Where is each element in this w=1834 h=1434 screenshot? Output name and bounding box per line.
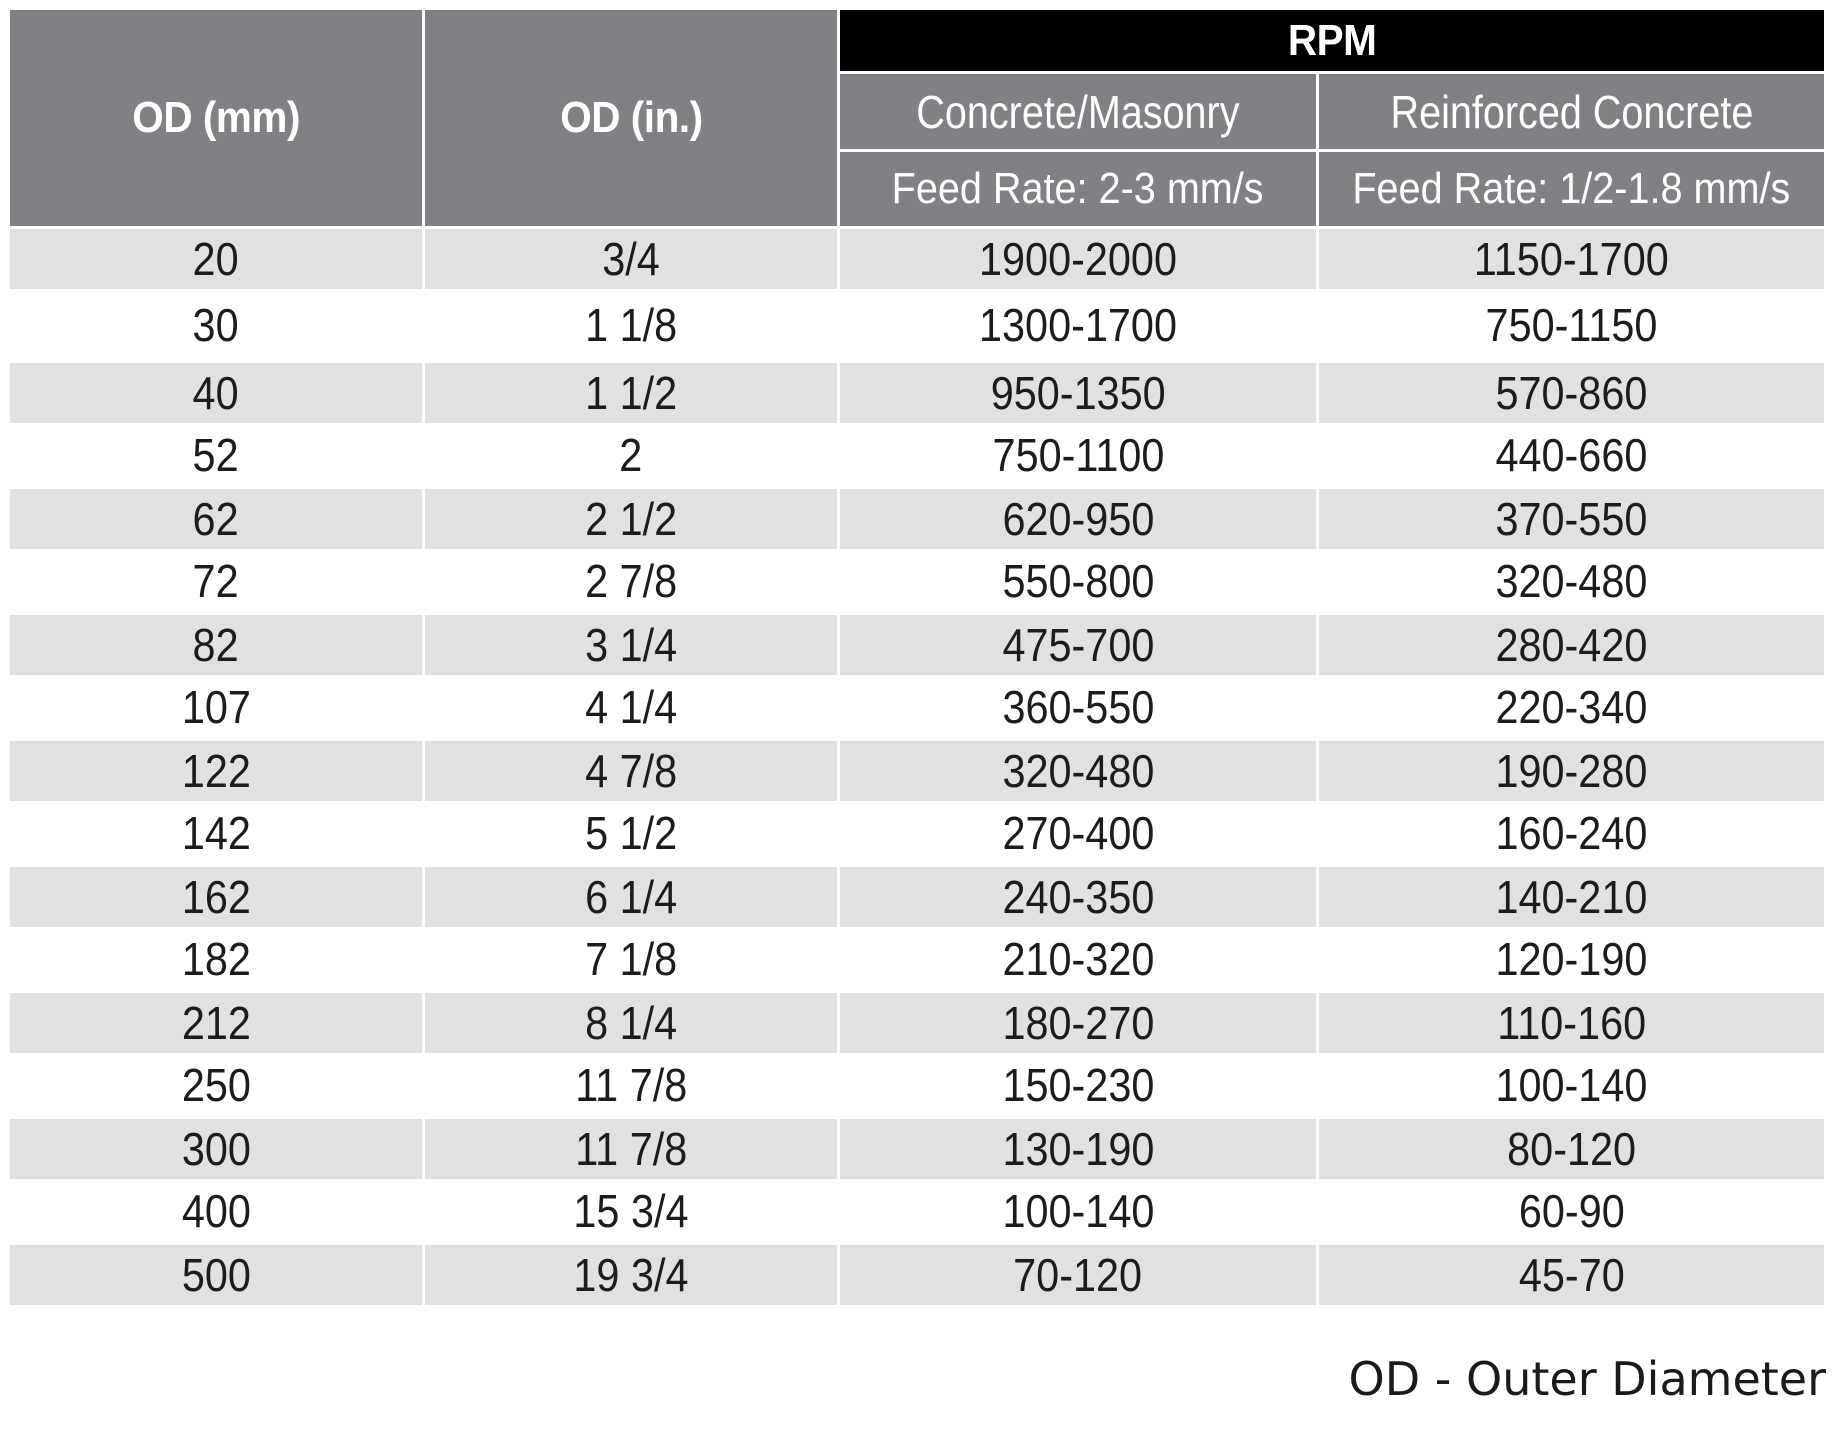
cell-reinforced-value: 190-280 [1495,745,1648,797]
cell-od-mm-value: 62 [192,493,240,545]
cell-od-in-value: 6 1/4 [584,871,678,923]
cell-od-in-value: 1 1/2 [584,367,678,419]
header-feed-rate-reinforced-label: Feed Rate: 1/2-1.8 mm/s [1352,164,1791,213]
cell-reinforced-value: 370-550 [1495,493,1648,545]
table-row [10,675,1824,738]
footnote: OD - Outer Diameter [1348,1352,1826,1406]
cell-od-mm [10,741,422,801]
cell-od-in [425,229,837,289]
cell-concrete-value: 620-950 [1002,493,1154,545]
header-od-in-label: OD (in.) [559,93,703,142]
cell-concrete [840,363,1316,423]
cell-od-mm-value: 82 [192,619,240,671]
cell-od-in [425,801,837,864]
cell-od-mm [10,549,422,612]
header-od-mm-label: OD (mm) [132,93,300,142]
cell-od-mm [10,675,422,738]
cell-od-in [425,675,837,738]
cell-od-in [425,289,837,360]
cell-concrete [840,801,1316,864]
cell-reinforced [1319,927,1824,990]
cell-concrete [840,741,1316,801]
cell-od-in-value: 8 1/4 [584,997,678,1049]
cell-od-in-value: 3/4 [602,233,660,285]
cell-od-in [425,423,837,486]
cell-reinforced-value: 80-120 [1507,1123,1636,1175]
cell-od-mm-value: 72 [192,554,240,607]
cell-reinforced-value: 1150-1700 [1474,233,1669,285]
cell-reinforced [1319,363,1824,423]
cell-reinforced-value: 320-480 [1495,554,1648,607]
cell-od-mm [10,801,422,864]
cell-concrete-value: 750-1100 [992,428,1164,481]
table-body [10,229,1824,1305]
cell-concrete-value: 270-400 [1002,806,1154,859]
cell-od-in-value: 2 [619,428,643,481]
cell-reinforced [1319,289,1824,360]
table-row [10,549,1824,612]
table-row [10,489,1824,549]
cell-od-in [425,1245,837,1305]
cell-od-mm [10,1245,422,1305]
cell-od-mm [10,1119,422,1179]
header-od-in-cell [425,10,837,226]
table-header [10,10,1824,226]
cell-od-in [425,993,837,1053]
cell-concrete-value: 210-320 [1002,932,1154,985]
cell-od-mm [10,229,422,289]
cell-reinforced [1319,423,1824,486]
cell-concrete [840,489,1316,549]
cell-od-mm-value: 142 [181,806,251,859]
cell-reinforced-value: 120-190 [1495,932,1648,985]
cell-od-in-value: 2 1/2 [584,493,678,545]
cell-concrete [840,1119,1316,1179]
cell-od-mm-value: 20 [192,233,240,285]
table-row [10,1179,1824,1242]
cell-reinforced [1319,993,1824,1053]
cell-od-mm-value: 107 [181,680,251,733]
cell-concrete [840,927,1316,990]
cell-od-in [425,489,837,549]
cell-od-mm-value: 300 [181,1123,251,1175]
cell-reinforced [1319,549,1824,612]
cell-concrete [840,675,1316,738]
cell-od-in [425,1179,837,1242]
cell-od-mm [10,993,422,1053]
cell-od-mm-value: 52 [192,428,240,481]
cell-reinforced [1319,489,1824,549]
cell-reinforced [1319,867,1824,927]
cell-reinforced-value: 570-860 [1495,367,1648,419]
cell-od-mm-value: 250 [181,1058,251,1111]
cell-reinforced [1319,1119,1824,1179]
cell-od-mm-value: 30 [192,298,240,351]
header-reinforced-concrete-cell [1319,74,1824,149]
cell-reinforced-value: 100-140 [1495,1058,1648,1111]
cell-od-mm [10,1053,422,1116]
cell-reinforced-value: 140-210 [1495,871,1648,923]
cell-concrete-value: 130-190 [1002,1123,1154,1175]
header-concrete-masonry-cell [840,74,1316,149]
cell-od-mm [10,867,422,927]
cell-od-in-value: 19 3/4 [573,1249,689,1301]
cell-od-in-value: 4 1/4 [584,680,678,733]
cell-concrete-value: 475-700 [1002,619,1154,671]
cell-concrete [840,993,1316,1053]
cell-concrete-value: 70-120 [1013,1249,1143,1301]
header-concrete-masonry-label: Concrete/Masonry [916,85,1240,138]
cell-concrete [840,229,1316,289]
cell-od-mm [10,289,422,360]
table-row [10,229,1824,289]
table-row [10,927,1824,990]
table-row [10,423,1824,486]
cell-concrete [840,867,1316,927]
cell-od-mm-value: 212 [181,997,251,1049]
table-row [10,993,1824,1053]
cell-concrete [840,1053,1316,1116]
cell-concrete [840,615,1316,675]
cell-od-in-value: 15 3/4 [573,1184,689,1237]
cell-od-in [425,927,837,990]
cell-concrete [840,289,1316,360]
cell-reinforced-value: 750-1150 [1485,298,1658,351]
cell-od-mm-value: 122 [181,745,251,797]
cell-concrete-value: 100-140 [1002,1184,1154,1237]
cell-od-in-value: 7 1/8 [584,932,678,985]
cell-reinforced [1319,1053,1824,1116]
cell-od-mm-value: 182 [181,932,251,985]
table-row [10,615,1824,675]
table-row [10,1245,1824,1305]
cell-concrete-value: 320-480 [1002,745,1154,797]
cell-od-in-value: 1 1/8 [584,298,678,351]
cell-reinforced [1319,1179,1824,1242]
cell-reinforced [1319,801,1824,864]
header-feed-rate-concrete-label: Feed Rate: 2-3 mm/s [892,164,1264,213]
table-row [10,801,1824,864]
cell-od-mm [10,363,422,423]
cell-od-mm-value: 162 [181,871,251,923]
table-row [10,741,1824,801]
cell-reinforced-value: 60-90 [1518,1184,1625,1237]
cell-concrete [840,1179,1316,1242]
cell-reinforced [1319,615,1824,675]
table-row [10,1119,1824,1179]
table-row [10,289,1824,360]
cell-od-in [425,615,837,675]
cell-od-mm-value: 400 [181,1184,251,1237]
cell-reinforced-value: 440-660 [1495,428,1648,481]
header-od-mm-cell [10,10,422,226]
cell-od-mm-value: 500 [181,1249,251,1301]
cell-concrete-value: 180-270 [1002,997,1154,1049]
cell-od-mm [10,1179,422,1242]
header-feed-rate-concrete-cell [840,152,1316,226]
cell-od-mm [10,423,422,486]
cell-concrete-value: 1900-2000 [978,233,1177,285]
cell-od-in [425,549,837,612]
cell-od-in [425,1119,837,1179]
cell-reinforced [1319,741,1824,801]
cell-od-in [425,1053,837,1116]
cell-concrete-value: 150-230 [1002,1058,1154,1111]
table-row [10,867,1824,927]
cell-od-in-value: 3 1/4 [584,619,678,671]
cell-concrete [840,1245,1316,1305]
table-row [10,1053,1824,1116]
cell-od-in [425,867,837,927]
cell-reinforced-value: 280-420 [1495,619,1648,671]
cell-concrete-value: 360-550 [1002,680,1154,733]
cell-reinforced-value: 220-340 [1495,680,1648,733]
cell-od-in-value: 11 7/8 [574,1123,688,1175]
cell-od-in-value: 5 1/2 [584,806,678,859]
header-rpm-label: RPM [1287,15,1377,65]
cell-concrete [840,549,1316,612]
cell-reinforced [1319,229,1824,289]
cell-concrete-value: 1300-1700 [978,298,1177,351]
cell-od-in-value: 11 7/8 [574,1058,688,1111]
cell-reinforced-value: 45-70 [1518,1249,1625,1301]
cell-od-mm [10,489,422,549]
cell-reinforced [1319,1245,1824,1305]
cell-od-in-value: 2 7/8 [584,554,678,607]
cell-reinforced-value: 160-240 [1495,806,1648,859]
cell-od-mm [10,927,422,990]
header-feed-rate-reinforced-cell [1319,152,1824,226]
cell-concrete-value: 950-1350 [990,367,1166,419]
cell-reinforced [1319,675,1824,738]
header-reinforced-concrete-label: Reinforced Concrete [1390,85,1753,138]
cell-od-in [425,741,837,801]
cell-od-mm-value: 40 [192,367,240,419]
cell-reinforced-value: 110-160 [1497,997,1646,1049]
cell-concrete-value: 240-350 [1002,871,1154,923]
cell-concrete-value: 550-800 [1002,554,1154,607]
cell-concrete [840,423,1316,486]
table-row [10,363,1824,423]
header-rpm-cell [840,10,1824,71]
cell-od-in-value: 4 7/8 [584,745,678,797]
cell-od-mm [10,615,422,675]
cell-od-in [425,363,837,423]
